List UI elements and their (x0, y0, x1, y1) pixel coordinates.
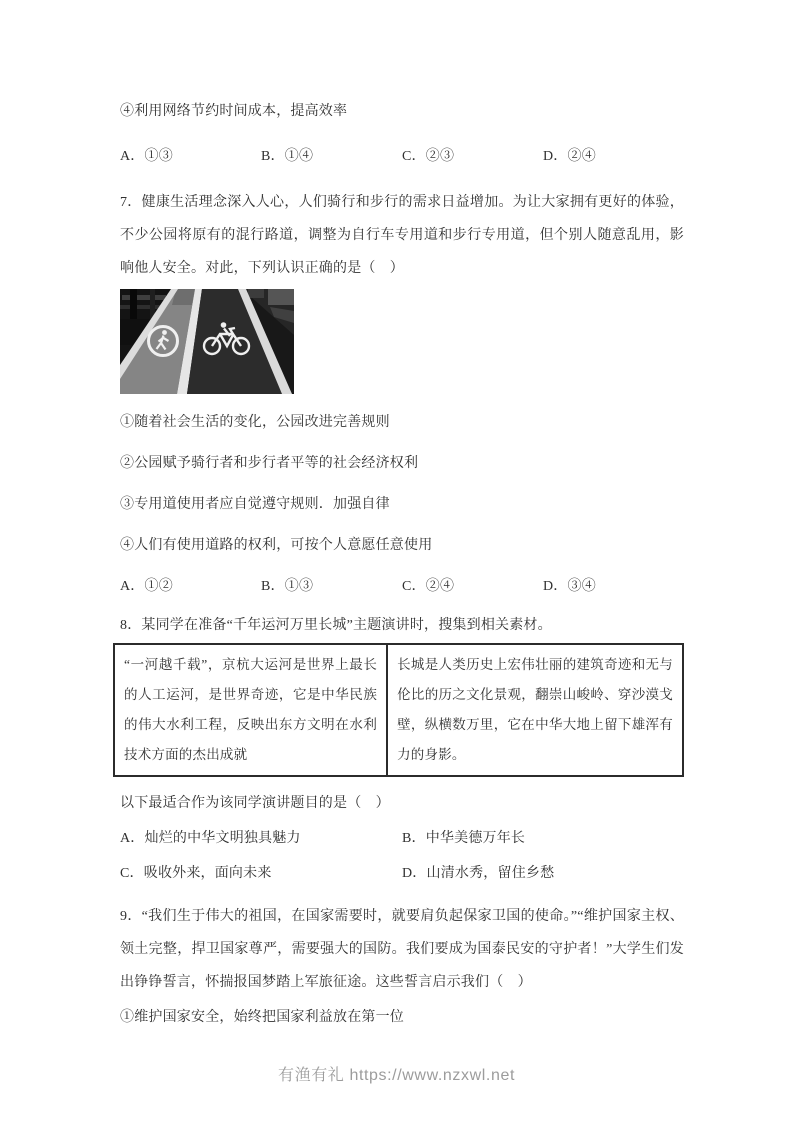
q7-item-1: ①随着社会生活的变化，公园改进完善规则 (120, 415, 390, 430)
options-row-q6 (120, 140, 684, 173)
option-d: D．②④ (543, 149, 596, 164)
q9-item-1: ①维护国家安全，始终把国家利益放在第一位 (120, 1010, 404, 1025)
q7-item-3: ③专用道使用者应自觉遵守规则．加强自律 (120, 497, 390, 512)
question-9-stem: 9．“我们生于伟大的祖国，在国家需要时，就要肩负起保家卫国的使命。”“维护国家主权、领土完整，捍卫国家尊严，需要强大的国防。我们要成为国泰民安的守护者！”大学生们发出铮铮誓言，怀揣报国梦踏上军旅征途。这些誓言启示我们（ ） (120, 909, 684, 990)
question-7-stem: 7．健康生活理念深入人心，人们骑行和步行的需求日益增加。为让大家拥有更好的体验，不少公园将原有的混行路道，调整为自行车专用道和步行专用道，但个别人随意乱用，影响他人安全。对此，下列认识正确的是（ ） (120, 195, 684, 276)
options-row-q8-ab (120, 822, 684, 855)
option-c: C．吸收外来，面向未来 (120, 866, 272, 881)
question-8-prompt: 以下最适合作为该同学演讲题目的是（ ） (120, 796, 390, 811)
table-cell-canal: “一河越千载”，京杭大运河是世界上最长的人工运河，是世界奇迹，它是中华民族的伟大水利工程，反映出东方文明在水利技术方面的杰出成就 (114, 644, 387, 776)
table-row (114, 644, 683, 776)
options-row-q8-cd (120, 857, 684, 890)
q7-item-2: ②公园赋予骑行者和步行者平等的社会经济权利 (120, 456, 419, 471)
option-b: B．①④ (261, 149, 314, 164)
watermark-footer: 有渔有礼 https://www.nzxwl.net (278, 1067, 515, 1084)
table-cell-great-wall: 长城是人类历史上宏伟壮丽的建筑奇迹和无与伦比的历之文化景观，翻崇山峻岭、穿沙漠戈壁，纵横数万里，它在中华大地上留下雄浑有力的身影。 (387, 644, 683, 776)
lane-photo (120, 289, 684, 394)
option-d: D．③④ (543, 579, 596, 594)
options-row-q7 (120, 570, 684, 603)
option-c: C．②③ (402, 149, 455, 164)
lane-photo-graphic (120, 289, 294, 394)
option-a: A．①③ (120, 149, 173, 164)
option-d: D．山清水秀，留住乡愁 (402, 866, 555, 881)
option-b: B．①③ (261, 579, 314, 594)
materials-table (113, 643, 684, 777)
exam-page-content (120, 95, 684, 1034)
q7-item-4: ④人们有使用道路的权利，可按个人意愿任意使用 (120, 538, 433, 553)
question-8-stem: 8．某同学在准备“千年运河万里长城”主题演讲时，搜集到相关素材。 (120, 618, 552, 633)
option-b: B．中华美德万年长 (402, 831, 526, 846)
statement-item-4: ④利用网络节约时间成本，提高效率 (120, 104, 348, 119)
option-c: C．②④ (402, 579, 455, 594)
option-a: A．灿烂的中华文明独具魅力 (120, 831, 301, 846)
option-a: A．①② (120, 579, 173, 594)
